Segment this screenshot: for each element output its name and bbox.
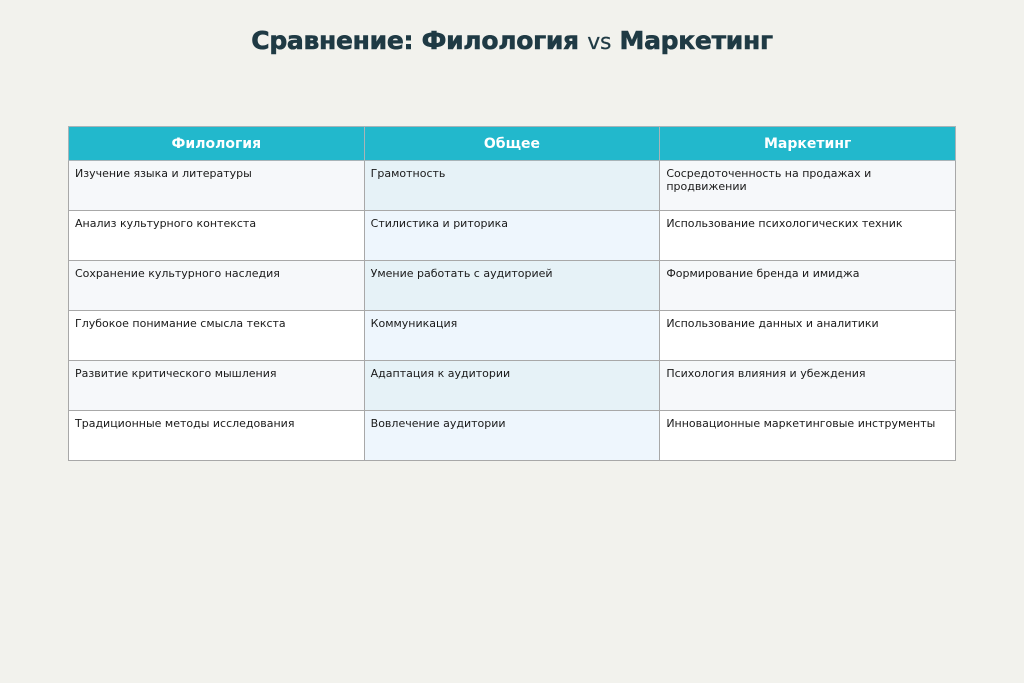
table-row	[69, 211, 956, 261]
page-title	[0, 26, 1024, 55]
table-row	[69, 161, 956, 211]
cell-philology: Глубокое понимание смысла текста	[69, 311, 365, 361]
cell-philology: Традиционные методы исследования	[69, 411, 365, 461]
table-row	[69, 411, 956, 461]
cell-philology: Анализ культурного контекста	[69, 211, 365, 261]
cell-common: Грамотность	[364, 161, 660, 211]
cell-philology: Сохранение культурного наследия	[69, 261, 365, 311]
cell-marketing: Инновационные маркетинговые инструменты	[660, 411, 956, 461]
cell-marketing: Использование данных и аналитики	[660, 311, 956, 361]
cell-common: Коммуникация	[364, 311, 660, 361]
comparison-table-container	[68, 126, 956, 461]
comparison-table	[68, 126, 956, 461]
header-marketing: Маркетинг	[660, 127, 956, 161]
table-row	[69, 311, 956, 361]
cell-philology: Изучение языка и литературы	[69, 161, 365, 211]
cell-common: Умение работать с аудиторией	[364, 261, 660, 311]
cell-common: Вовлечение аудитории	[364, 411, 660, 461]
cell-philology: Развитие критического мышления	[69, 361, 365, 411]
title-colon: :	[403, 26, 414, 55]
table-header-row	[69, 127, 956, 161]
title-part-3: Маркетинг	[619, 26, 773, 55]
cell-common: Стилистика и риторика	[364, 211, 660, 261]
cell-marketing: Психология влияния и убеждения	[660, 361, 956, 411]
title-vs: vs	[587, 30, 612, 55]
table-row	[69, 261, 956, 311]
cell-common: Адаптация к аудитории	[364, 361, 660, 411]
header-philology: Филология	[69, 127, 365, 161]
title-part-1: Сравнение	[251, 26, 404, 55]
cell-marketing: Сосредоточенность на продажах и продвижении	[660, 161, 956, 211]
cell-marketing: Использование психологических техник	[660, 211, 956, 261]
table-row	[69, 361, 956, 411]
cell-marketing: Формирование бренда и имиджа	[660, 261, 956, 311]
header-common: Общее	[364, 127, 660, 161]
title-part-2: Филология	[421, 26, 579, 55]
